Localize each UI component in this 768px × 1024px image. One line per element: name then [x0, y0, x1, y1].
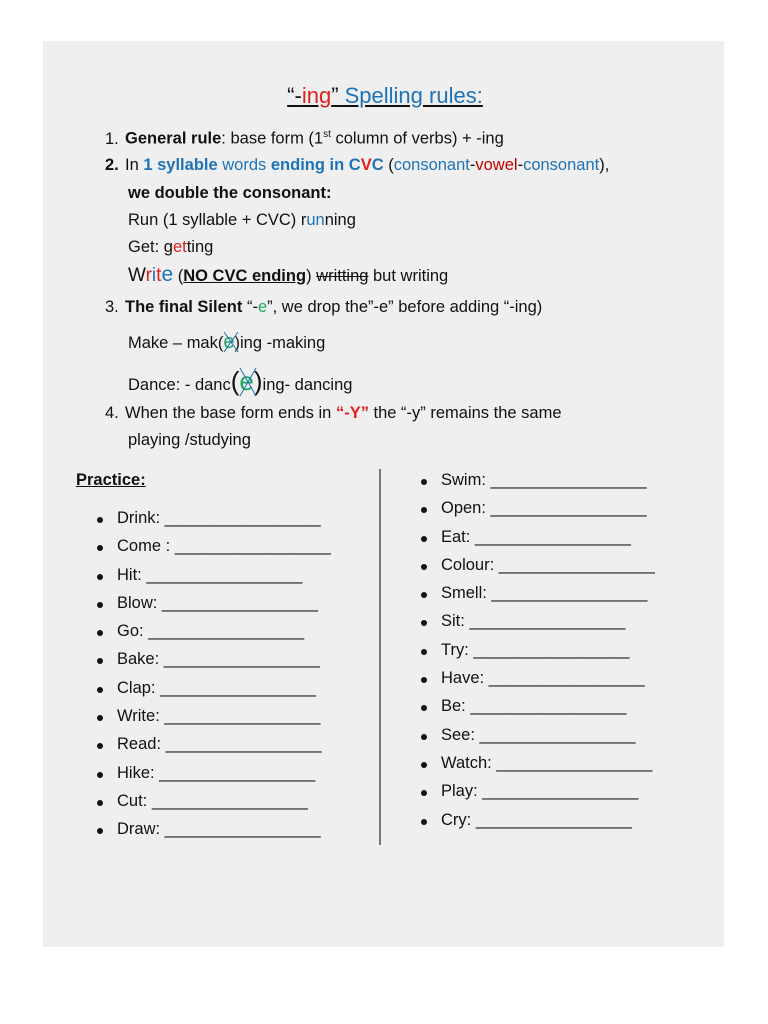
- dance-crossed-e: [239, 366, 253, 397]
- cross-mark-icon: [237, 364, 259, 398]
- rule-1-text-b: column of verbs) + -ing: [330, 129, 504, 148]
- rule-4-text-a: When the base form ends in: [125, 404, 336, 422]
- title-ing: ing: [301, 83, 332, 108]
- make-text-b: )ing -making: [234, 334, 326, 352]
- title-rest: Spelling rules:: [338, 83, 483, 108]
- right-item: Be: _________________: [419, 697, 655, 725]
- run-text-b: ning: [324, 211, 356, 229]
- dance-paren-open: (: [230, 366, 240, 396]
- write-e: e: [161, 263, 174, 286]
- write-i: i: [151, 265, 157, 286]
- left-item: Hit: _________________: [95, 566, 331, 594]
- rule-2-dash-2: -: [517, 156, 524, 174]
- right-item: Watch: _________________: [419, 754, 655, 782]
- rule-2-consonant-2: consonant: [523, 156, 600, 174]
- rule-4: [105, 404, 562, 423]
- make-e: e: [223, 331, 235, 353]
- rule-2-dash-1: -: [469, 156, 476, 174]
- right-item: See: _________________: [419, 726, 655, 754]
- rule-1-text-a: base form (1: [225, 129, 324, 148]
- rule-2-in: In: [125, 156, 144, 174]
- right-item: Cry: _________________: [419, 811, 655, 839]
- title-quote-close: ”: [331, 83, 339, 108]
- get-text-b: ting: [186, 238, 214, 256]
- left-item: Write: _________________: [95, 707, 331, 735]
- rule-2-paren-close: ),: [599, 156, 610, 174]
- practice-title: Practice:: [76, 471, 146, 489]
- rule-3: [105, 298, 542, 317]
- run-text-a: Run (1 syllable + CVC) r: [128, 211, 307, 229]
- make-text-a: Make – mak(: [128, 334, 224, 352]
- left-item: Bake: _________________: [95, 650, 331, 678]
- rule-2-consonant-1: consonant: [393, 156, 470, 174]
- rule-2-paren-open: (: [383, 156, 394, 174]
- rule-4-number: 4.: [105, 404, 119, 422]
- page-title: [273, 83, 497, 109]
- right-item: Colour: _________________: [419, 556, 655, 584]
- right-item: Have: _________________: [419, 669, 655, 697]
- practice-list-right: [419, 471, 655, 839]
- write-r: r: [145, 265, 152, 286]
- dance-text-a: Dance: - danc: [128, 376, 231, 394]
- rule-2-v: V: [360, 156, 372, 174]
- rule-1-label: General rule: [125, 129, 222, 148]
- rule-3-quote-close: ”, we drop the”-e” before adding “-ing): [267, 298, 543, 316]
- left-item: Clap: _________________: [95, 679, 331, 707]
- rule-1-colon: :: [221, 129, 226, 148]
- write-rest: but writing: [368, 267, 449, 285]
- left-item: Blow: _________________: [95, 594, 331, 622]
- title-quote-open: “-: [287, 83, 302, 108]
- get-et: et: [172, 238, 187, 256]
- rule-1-sup: st: [323, 129, 331, 140]
- rule-3-dance: [128, 366, 352, 397]
- cross-mark-icon: [221, 329, 241, 355]
- write-w: W: [128, 265, 146, 286]
- rule-2-vowel: vowel: [475, 156, 518, 174]
- write-strike: writting: [316, 267, 369, 285]
- rule-2-get: [128, 238, 213, 257]
- left-item: Draw: _________________: [95, 820, 331, 848]
- rule-4-text-b: the “-y” remains the same: [368, 404, 562, 422]
- write-no-cvc: NO CVC ending: [183, 267, 307, 285]
- rule-3-make: [128, 331, 325, 354]
- left-item: Go: _________________: [95, 622, 331, 650]
- make-crossed-e: [223, 331, 234, 354]
- right-item: Smell: _________________: [419, 584, 655, 612]
- run-un: un: [306, 211, 325, 229]
- rule-2-run: [128, 211, 356, 230]
- rule-2-words: words: [217, 156, 271, 174]
- left-item: Come : _________________: [95, 537, 331, 565]
- rule-2-one-syllable: 1 syllable: [143, 156, 218, 174]
- dance-text-b: ing- dancing: [262, 376, 353, 394]
- left-item: Hike: _________________: [95, 764, 331, 792]
- left-item: Cut: _________________: [95, 792, 331, 820]
- right-item: Try: _________________: [419, 641, 655, 669]
- rule-2-ending-in: ending in C: [270, 156, 361, 174]
- dance-e: e: [239, 366, 254, 396]
- right-item: Swim: _________________: [419, 471, 655, 499]
- rule-3-quote-open: “-: [242, 298, 258, 316]
- dance-paren-close: ): [253, 366, 263, 396]
- rule-1-number: 1.: [105, 129, 119, 148]
- write-t: t: [156, 265, 162, 286]
- right-item: Sit: _________________: [419, 612, 655, 640]
- rule-4-y: “-Y”: [335, 404, 369, 422]
- right-item: Eat: _________________: [419, 528, 655, 556]
- write-paren-open: (: [173, 267, 184, 285]
- left-item: Read: _________________: [95, 735, 331, 763]
- get-text-a: Get: g: [128, 238, 173, 256]
- write-paren-close: ): [306, 267, 317, 285]
- rule-2-number: 2.: [105, 156, 119, 174]
- rule-1: [105, 129, 504, 149]
- rule-2: [105, 156, 609, 175]
- left-item: Drink: _________________: [95, 509, 331, 537]
- column-divider: [379, 469, 381, 845]
- rule-2-line-2: we double the consonant:: [128, 184, 332, 202]
- rule-3-e: e: [257, 298, 268, 316]
- right-item: Play: _________________: [419, 782, 655, 810]
- rule-3-label: The final Silent: [125, 298, 243, 316]
- rule-4-line-2: playing /studying: [128, 431, 251, 449]
- rule-2-c: C: [371, 156, 384, 174]
- right-item: Open: _________________: [419, 499, 655, 527]
- worksheet: [43, 41, 724, 947]
- rule-2-write: [128, 263, 448, 287]
- rule-3-number: 3.: [105, 298, 119, 316]
- practice-list-left: [95, 509, 331, 849]
